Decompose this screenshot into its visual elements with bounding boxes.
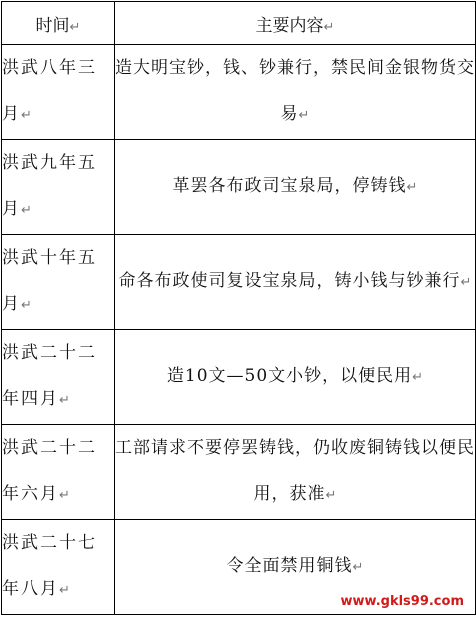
paragraph-mark-icon: ↵ bbox=[323, 19, 335, 35]
paragraph-mark-icon: ↵ bbox=[59, 488, 70, 503]
content-text: 令全面禁用铜钱 bbox=[226, 556, 353, 576]
table-header-row bbox=[2, 2, 476, 45]
time-text: 洪武二十二年四月 bbox=[2, 343, 97, 409]
paragraph-mark-icon: ↵ bbox=[59, 393, 70, 408]
content-cell bbox=[115, 140, 476, 235]
content-text: 革罢各布政司宝泉局，停铸钱 bbox=[172, 176, 407, 196]
paragraph-mark-icon: ↵ bbox=[21, 108, 32, 123]
content-text: 造大明宝钞，钱、钞兼行，禁民间金银物货交易 bbox=[115, 58, 475, 124]
table-row bbox=[2, 235, 476, 330]
table-row bbox=[2, 330, 476, 425]
paragraph-mark-icon: ↵ bbox=[69, 19, 81, 35]
table-row bbox=[2, 425, 476, 520]
content-text: 工部请求不要停罢铸钱，仍收废铜铸钱以便民用，获准 bbox=[115, 438, 475, 504]
time-text: 洪武八年三月 bbox=[2, 58, 97, 124]
content-cell bbox=[115, 425, 476, 520]
paragraph-mark-icon: ↵ bbox=[325, 488, 337, 503]
paragraph-mark-icon: ↵ bbox=[352, 560, 364, 575]
time-cell bbox=[2, 330, 115, 425]
paragraph-mark-icon: ↵ bbox=[460, 275, 472, 290]
content-cell bbox=[115, 45, 476, 140]
paragraph-mark-icon: ↵ bbox=[21, 203, 32, 218]
header-time-label: 时间 bbox=[35, 15, 70, 36]
paragraph-mark-icon: ↵ bbox=[406, 180, 418, 195]
header-content bbox=[115, 2, 476, 45]
content-text: 命各布政使司复设宝泉局，铸小钱与钞兼行 bbox=[118, 271, 461, 291]
header-time bbox=[2, 2, 115, 45]
table-row bbox=[2, 45, 476, 140]
time-text: 洪武二十二年六月 bbox=[2, 438, 97, 504]
time-text: 洪武二十七年八月 bbox=[2, 533, 97, 599]
paragraph-mark-icon: ↵ bbox=[412, 370, 424, 385]
content-cell bbox=[115, 330, 476, 425]
header-content-label: 主要内容 bbox=[255, 15, 324, 36]
time-cell bbox=[2, 520, 115, 615]
table-row bbox=[2, 140, 476, 235]
content-cell bbox=[115, 235, 476, 330]
history-table bbox=[1, 1, 476, 615]
site-watermark: www.gkls99.com bbox=[340, 594, 464, 609]
paragraph-mark-icon: ↵ bbox=[298, 108, 310, 123]
time-text: 洪武十年五月 bbox=[2, 248, 97, 314]
time-cell bbox=[2, 425, 115, 520]
time-cell bbox=[2, 45, 115, 140]
time-cell bbox=[2, 235, 115, 330]
time-cell bbox=[2, 140, 115, 235]
time-text: 洪武九年五月 bbox=[2, 153, 97, 219]
content-text: 造10文—50文小钞，以便民用 bbox=[166, 366, 413, 386]
paragraph-mark-icon: ↵ bbox=[21, 298, 32, 313]
paragraph-mark-icon: ↵ bbox=[59, 583, 70, 598]
